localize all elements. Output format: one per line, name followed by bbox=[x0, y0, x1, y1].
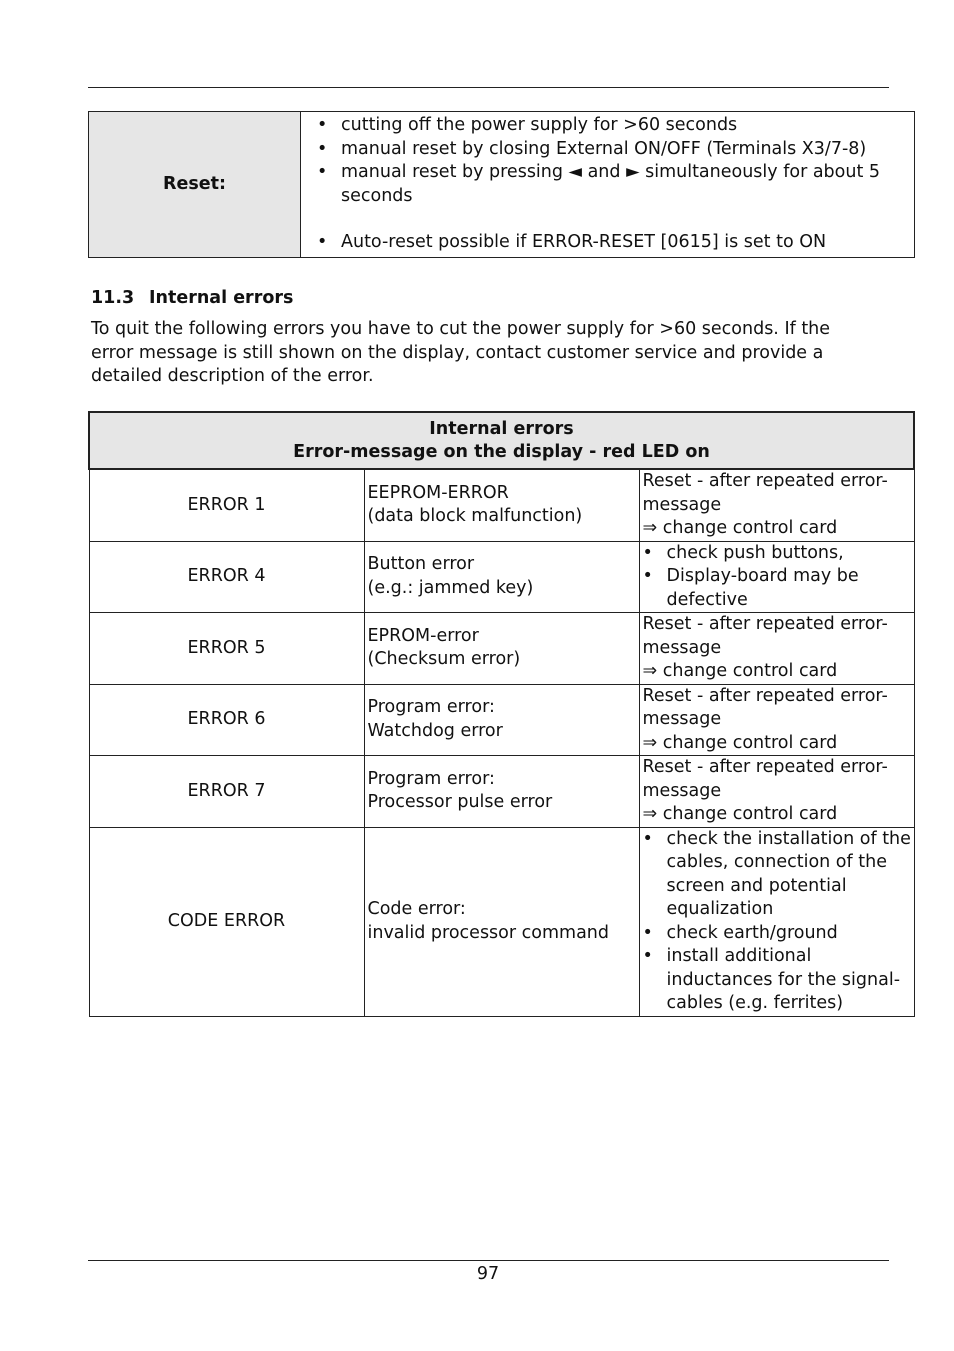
table-row bbox=[89, 684, 914, 756]
implies-arrow-icon: ⇒ bbox=[642, 518, 658, 538]
table-header bbox=[89, 412, 914, 469]
error-action-item: • check the installation of the cables, connection of the screen and potential equalization bbox=[643, 828, 914, 922]
error-action-text: change control card bbox=[662, 804, 838, 824]
error-action bbox=[639, 827, 914, 1016]
error-action-line: Reset - after repeated error-message bbox=[642, 757, 888, 801]
error-action bbox=[639, 613, 914, 685]
error-description bbox=[364, 684, 639, 756]
error-action bbox=[639, 756, 914, 828]
table-row bbox=[89, 469, 914, 541]
error-action-item: • check earth/ground bbox=[643, 922, 914, 946]
error-action-line bbox=[643, 803, 914, 827]
error-action-item: • Display-board may be defective bbox=[643, 565, 914, 612]
error-action-line bbox=[643, 517, 914, 541]
error-description bbox=[364, 613, 639, 685]
error-description-line: Program error: bbox=[367, 697, 495, 718]
error-description bbox=[364, 756, 639, 828]
error-action-line bbox=[643, 660, 914, 684]
error-code: ERROR 4 bbox=[89, 541, 364, 613]
reset-list bbox=[317, 114, 900, 255]
error-action-item: • check push buttons, bbox=[643, 542, 914, 566]
error-description-line: invalid processor command bbox=[367, 922, 609, 943]
reset-content bbox=[301, 112, 915, 258]
table-subtitle: Error-message on the display - red LED on bbox=[293, 441, 710, 462]
section-heading bbox=[91, 287, 293, 311]
error-action-line: Reset - after repeated error-message bbox=[642, 614, 888, 658]
internal-errors-table bbox=[88, 411, 915, 1017]
error-code: CODE ERROR bbox=[89, 827, 364, 1016]
implies-arrow-icon: ⇒ bbox=[642, 804, 658, 824]
error-description-line: (e.g.: jammed key) bbox=[367, 577, 534, 598]
error-description bbox=[364, 541, 639, 613]
error-action-text: change control card bbox=[662, 518, 838, 538]
footer-rule bbox=[88, 1260, 889, 1261]
section-number: 11.3 bbox=[91, 288, 135, 308]
error-code: ERROR 1 bbox=[89, 469, 364, 541]
error-action-item: • install additional inductances for the signal-cables (e.g. ferrites) bbox=[643, 945, 914, 1016]
error-code: ERROR 6 bbox=[89, 684, 364, 756]
error-action-line: Reset - after repeated error-message bbox=[642, 685, 888, 729]
error-description-line: Button error bbox=[367, 554, 475, 575]
error-action-text: change control card bbox=[662, 661, 838, 681]
table-row bbox=[89, 613, 914, 685]
implies-arrow-icon: ⇒ bbox=[642, 661, 658, 681]
error-description bbox=[364, 469, 639, 541]
error-action-line: Reset - after repeated error-message bbox=[642, 471, 888, 515]
error-description-line: (Checksum error) bbox=[367, 649, 521, 670]
error-description-line: (data block malfunction) bbox=[367, 506, 583, 527]
reset-item: • manual reset by closing External ON/OFF (Terminals X3/7-8) bbox=[317, 138, 900, 162]
error-action bbox=[639, 684, 914, 756]
table-title: Internal errors bbox=[429, 418, 574, 439]
error-description-line: Code error: bbox=[367, 899, 466, 919]
table-row bbox=[89, 756, 914, 828]
error-description-line: EEPROM-ERROR bbox=[367, 482, 509, 503]
error-action-text: change control card bbox=[662, 732, 838, 753]
reset-table bbox=[88, 111, 915, 258]
reset-item: • Auto-reset possible if ERROR-RESET [0615] is set to ON bbox=[317, 231, 900, 255]
error-code: ERROR 5 bbox=[89, 613, 364, 685]
reset-item: • manual reset by pressing ◄ and ► simultaneously for about 5 seconds bbox=[317, 161, 900, 208]
error-action-line bbox=[643, 732, 914, 756]
error-action-list bbox=[643, 542, 914, 613]
intro-paragraph: To quit the following errors you have to cut the power supply for >60 seconds. If the error message is still shown on the display, contact customer service and provide a detailed description of the error. bbox=[91, 319, 831, 386]
error-action-list bbox=[643, 828, 914, 1016]
error-description-line: Processor pulse error bbox=[367, 792, 553, 813]
error-description-line: Watchdog error bbox=[367, 720, 503, 741]
page-number: 97 bbox=[476, 1264, 500, 1284]
section-title: Internal errors bbox=[149, 288, 294, 308]
table-row bbox=[89, 827, 914, 1016]
table-row bbox=[89, 541, 914, 613]
error-description-line: Program error: bbox=[367, 768, 495, 789]
reset-item: • cutting off the power supply for >60 seconds bbox=[317, 114, 900, 138]
error-action bbox=[639, 541, 914, 613]
reset-label: Reset: bbox=[89, 112, 301, 258]
error-description-line: EPROM-error bbox=[367, 625, 479, 646]
error-description bbox=[364, 827, 639, 1016]
error-code: ERROR 7 bbox=[89, 756, 364, 828]
header-rule bbox=[88, 87, 889, 88]
error-action bbox=[639, 469, 914, 541]
implies-arrow-icon: ⇒ bbox=[642, 732, 658, 753]
